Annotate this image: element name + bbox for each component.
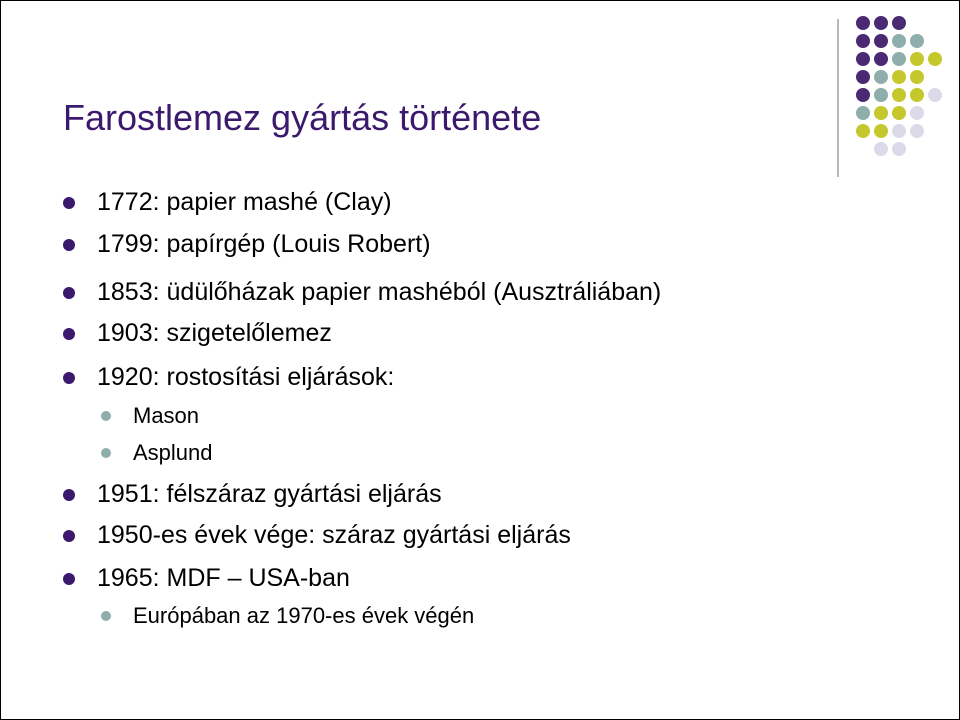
decorative-dot <box>874 124 888 138</box>
bullet-dot-icon <box>63 239 75 251</box>
sub-bullet-item: Asplund <box>133 440 213 465</box>
decorative-dot <box>892 142 906 156</box>
bullet-item: 1920: rostosítási eljárások: <box>97 363 395 391</box>
decorative-dot <box>856 34 870 48</box>
sub-bullet-item: Mason <box>133 403 200 428</box>
decorative-dot <box>856 106 870 120</box>
decorative-dot <box>856 16 870 30</box>
decorative-dot <box>910 124 924 138</box>
decorative-dot <box>874 88 888 102</box>
decorative-dot <box>910 106 924 120</box>
sub-bullet-item: Európában az 1970-es évek végén <box>133 603 475 628</box>
decorative-dot <box>892 88 906 102</box>
bullet-dot-icon <box>63 197 75 209</box>
decorative-dot <box>892 34 906 48</box>
bullet-dot-icon <box>63 372 75 384</box>
bullet-dot-icon <box>63 328 75 340</box>
decorative-dot <box>892 70 906 84</box>
decorative-dot <box>874 142 888 156</box>
decorative-dot <box>892 52 906 66</box>
bullet-item: 1853: üdülőházak papier mashéból (Ausztráliában) <box>97 278 662 306</box>
decorative-dot <box>856 124 870 138</box>
decorative-dot <box>892 124 906 138</box>
decorative-dot <box>892 16 906 30</box>
decorative-dot <box>856 70 870 84</box>
bullet-item: 1903: szigetelőlemez <box>97 319 332 347</box>
decorative-dot <box>910 88 924 102</box>
bullet-item: 1951: félszáraz gyártási eljárás <box>97 480 442 508</box>
decorative-dot <box>892 106 906 120</box>
decorative-dot <box>910 34 924 48</box>
sub-bullet-dot-icon <box>101 411 111 421</box>
sub-bullet-dot-icon <box>101 611 111 621</box>
decorative-dot <box>856 88 870 102</box>
decorative-dot <box>874 106 888 120</box>
bullet-item: 1799: papírgép (Louis Robert) <box>97 230 431 258</box>
decorative-dot <box>874 34 888 48</box>
bullet-item: 1950-es évek vége: száraz gyártási eljárás <box>97 521 571 549</box>
bullet-dot-icon <box>63 287 75 299</box>
decorative-dot <box>856 52 870 66</box>
bullet-dot-icon <box>63 489 75 501</box>
decorative-dot <box>874 52 888 66</box>
bullet-dot-icon <box>63 530 75 542</box>
sub-bullet-dot-icon <box>101 448 111 458</box>
decorative-dot <box>910 70 924 84</box>
decorative-dot <box>874 16 888 30</box>
bullet-item: 1772: papier mashé (Clay) <box>97 188 392 216</box>
bullet-item: 1965: MDF – USA-ban <box>97 564 350 592</box>
decorative-dot <box>874 70 888 84</box>
bullet-dot-icon <box>63 573 75 585</box>
decorative-dot <box>928 88 942 102</box>
decorative-vertical-line <box>837 19 839 177</box>
slide-title: Farostlemez gyártás története <box>63 97 542 138</box>
decorative-dot <box>928 52 942 66</box>
decorative-dot <box>910 52 924 66</box>
